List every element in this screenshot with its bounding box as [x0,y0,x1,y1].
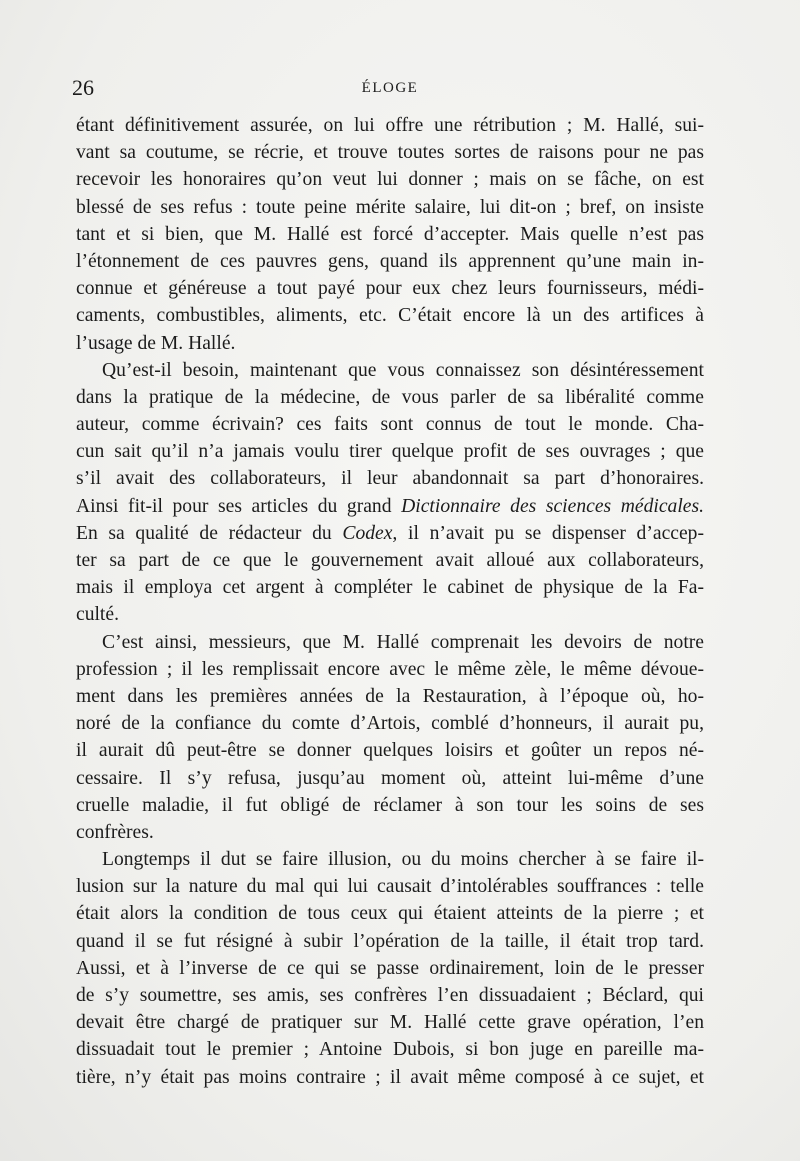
text-line: l’usage de M. Hallé. [76,332,236,354]
text-line: culté. [76,604,119,626]
text-line: Aussi, et à l’inverse de ce qui se passe ordinairement, loin de le presser [76,957,704,979]
text-line [76,493,704,520]
text-line: s’il avait des collaborateurs, il leur abandonnait sa part d’honoraires. [76,468,704,490]
running-head: ÉLOGE [361,80,419,96]
text-line: dans la pratique de la médecine, de vous parler de sa libéralité comme [76,386,704,408]
text-line: l’étonnement de ces pauvres gens, quand ils apprennent qu’une main in- [76,250,704,272]
text-line: profession ; il les remplissait encore avec le même zèle, le même dévoue- [76,658,704,680]
text-line: lusion sur la nature du mal qui lui causait d’intolérables souffrances : telle [76,876,704,898]
text-line: il aurait dû peut-être se donner quelques loisirs et goûter un repos né- [76,740,704,762]
text-line: auteur, comme écrivain? ces faits sont connus de tout le monde. Cha- [76,414,704,436]
text-line: mais il employa cet argent à compléter le cabinet de physique de la Fa- [76,577,704,599]
text-line: Longtemps il dut se faire illusion, ou du moins chercher à se faire il- [102,849,704,871]
text-line: noré de la confiance du comte d’Artois, comblé d’honneurs, il aurait pu, [76,713,704,735]
text-segment: il n’avait pu se dispenser d’accep- [408,522,704,544]
text-line: connue et généreuse a tout payé pour eux chez leurs fournisseurs, médi- [76,278,704,300]
text-line: étant définitivement assurée, on lui offre une rétribution ; M. Hallé, sui- [76,115,704,136]
text-line: caments, combustibles, aliments, etc. C’était encore là un des artifices à [76,305,704,327]
text-line: de s’y soumettre, ses amis, ses confrères l’en dissuadaient ; Béclard, qui [76,985,704,1006]
text-line: était alors la condition de tous ceux qui étaient atteints de la pierre ; et [76,903,704,925]
text-line: tant et si bien, que M. Hallé est forcé d’accepter. Mais quelle n’est pas [76,223,704,245]
page-header [72,76,708,100]
text-line: ter sa part de ce que le gouvernement avait alloué aux collaborateurs, [76,550,704,571]
text-segment: Ainsi fit-il pour ses articles du grand [76,495,392,517]
text-line: devait être chargé de pratiquer sur M. Hallé cette grave opération, l’en [76,1012,704,1034]
text-line: confrères. [76,821,154,843]
text-line: ment dans les premières années de la Restauration, à l’époque où, ho- [76,685,704,707]
text-segment: En sa qualité de rédacteur du [76,522,332,544]
text-line: C’est ainsi, messieurs, que M. Hallé comprenait les devoirs de notre [102,631,704,653]
italic-title: Codex, [342,522,398,544]
text-line: dissuadait tout le premier ; Antoine Dubois, si bon juge en pareille ma- [76,1039,704,1061]
text-line: tière, n’y était pas moins contraire ; il avait même composé à ce sujet, et [76,1066,704,1088]
text-line: Qu’est-il besoin, maintenant que vous connaissez son désintéressement [102,359,704,381]
text-line: blessé de ses refus : toute peine mérite salaire, lui dit-on ; bref, on insiste [76,196,704,218]
body-text [76,112,704,1091]
text-line [76,520,704,547]
page-number: 26 [72,75,94,100]
text-line: vant sa coutume, se récrie, et trouve toutes sortes de raisons pour ne pas [76,142,704,164]
text-line: cun sait qu’il n’a jamais voulu tirer quelque profit de ses ouvrages ; que [76,441,704,463]
italic-title: Dictionnaire des sciences médicales. [401,495,704,517]
text-line: quand il se fut résigné à subir l’opération de la taille, il était trop tard. [76,930,704,952]
text-line: cessaire. Il s’y refusa, jusqu’au moment où, atteint lui-même d’une [76,767,704,789]
text-line: recevoir les honoraires qu’on veut lui donner ; mais on se fâche, on est [76,169,704,191]
text-line: cruelle maladie, il fut obligé de réclamer à son tour les soins de ses [76,794,704,816]
